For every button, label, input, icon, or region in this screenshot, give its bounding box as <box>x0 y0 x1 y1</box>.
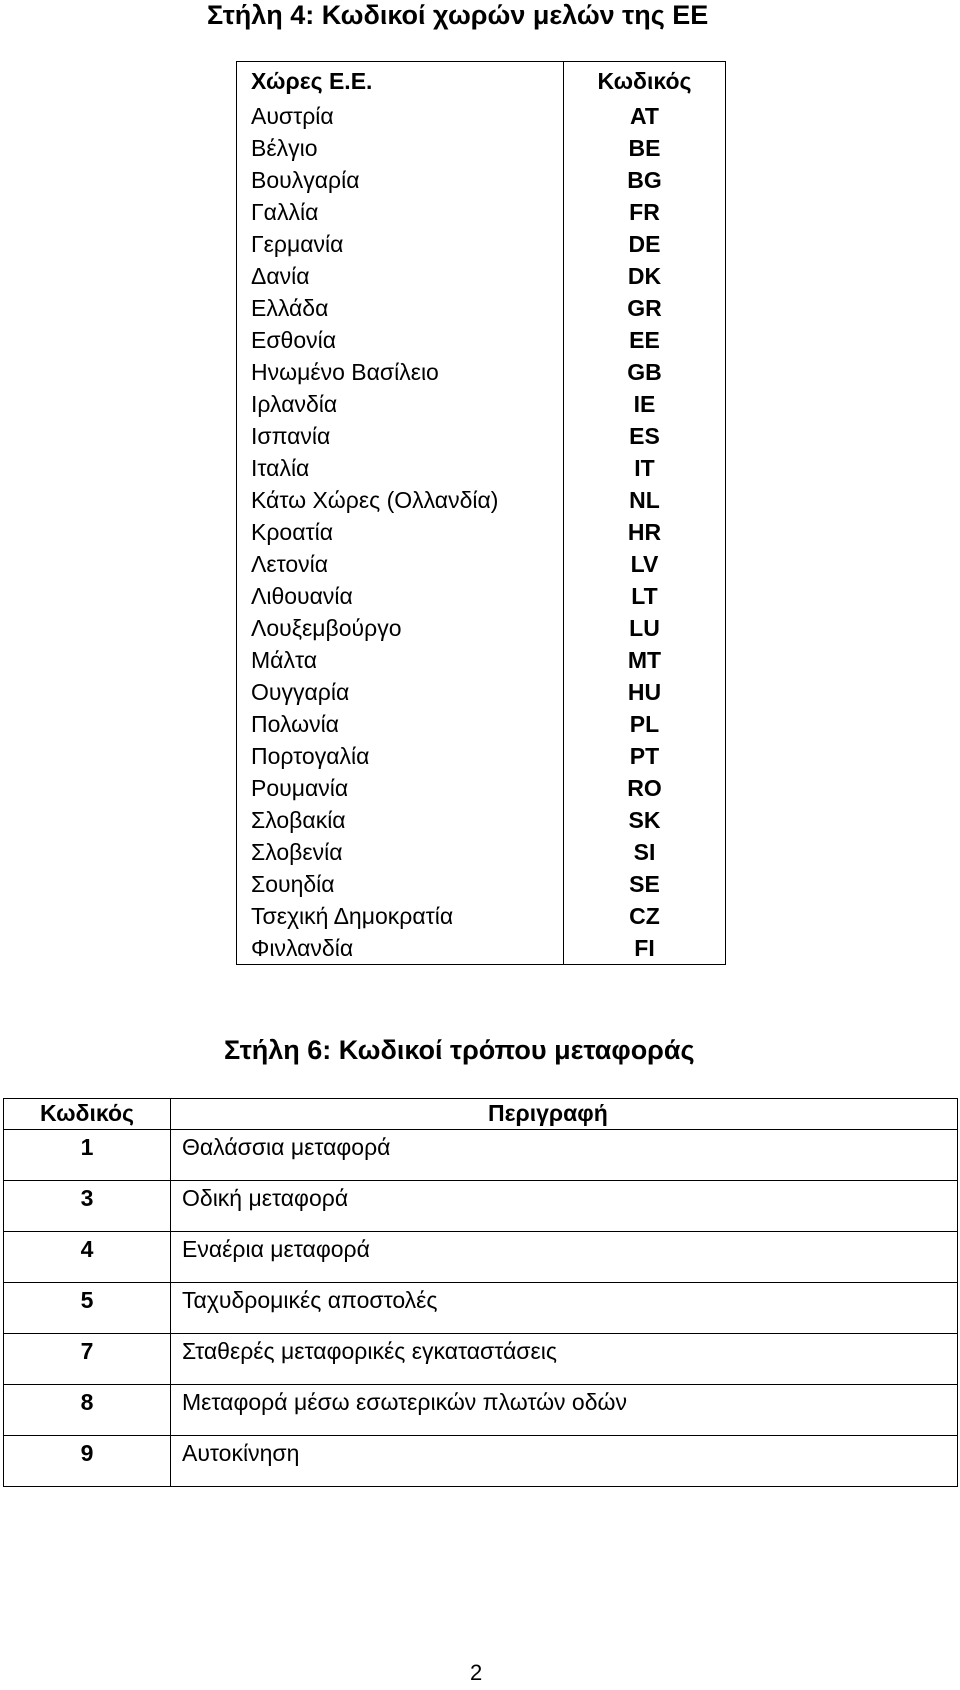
country-code-cell: IT <box>634 455 655 481</box>
table-row <box>237 836 726 868</box>
country-code-cell: SI <box>633 839 656 865</box>
table-row <box>237 420 726 452</box>
column-header-countries: Χώρες Ε.Ε. <box>237 62 564 101</box>
country-name-cell: Σουηδία <box>237 868 564 900</box>
country-name-cell: Λουξεμβούργο <box>237 612 564 644</box>
transport-description-cell: Μεταφορά μέσω εσωτερικών πλωτών οδών <box>171 1385 958 1436</box>
transport-description-cell: Θαλάσσια μεταφορά <box>171 1130 958 1181</box>
country-name-cell: Δανία <box>237 260 564 292</box>
country-name-cell: Πολωνία <box>237 708 564 740</box>
transport-codes-table <box>3 1098 958 1487</box>
table-row <box>237 868 726 900</box>
table-row <box>237 484 726 516</box>
country-code-cell: RO <box>627 775 662 801</box>
country-code-cell: IE <box>633 391 656 417</box>
transport-code-cell: 5 <box>4 1283 171 1334</box>
transport-description-cell: Σταθερές μεταφορικές εγκαταστάσεις <box>171 1334 958 1385</box>
country-name-cell: Ηνωμένο Βασίλειο <box>237 356 564 388</box>
country-code-cell: DE <box>628 231 661 257</box>
table-row <box>237 388 726 420</box>
page-number: 2 <box>470 1660 483 1685</box>
country-code-cell: NL <box>629 487 660 513</box>
country-code-cell: ES <box>629 423 660 449</box>
country-name-cell: Βουλγαρία <box>237 164 564 196</box>
table-row <box>237 900 726 932</box>
transport-code-cell: 8 <box>4 1385 171 1436</box>
table-row <box>237 548 726 580</box>
table-row <box>237 452 726 484</box>
country-name-cell: Γαλλία <box>237 196 564 228</box>
table-row <box>237 516 726 548</box>
country-name-cell: Φινλανδία <box>237 932 564 965</box>
country-codes-table <box>236 61 726 965</box>
table-row <box>237 772 726 804</box>
country-name-cell: Ιρλανδία <box>237 388 564 420</box>
table-row <box>237 708 726 740</box>
country-code-cell: HU <box>627 679 662 705</box>
country-code-cell: FR <box>629 199 660 225</box>
country-code-cell: HR <box>627 519 662 545</box>
country-name-cell: Πορτογαλία <box>237 740 564 772</box>
transport-code-cell: 1 <box>4 1130 171 1181</box>
country-code-cell: PL <box>629 711 660 737</box>
table-header-row <box>4 1099 958 1130</box>
country-code-cell: BE <box>628 135 661 161</box>
country-name-cell: Λιθουανία <box>237 580 564 612</box>
country-code-cell: PT <box>629 743 660 769</box>
table-row <box>4 1232 958 1283</box>
transport-code-cell: 4 <box>4 1232 171 1283</box>
country-code-cell: EE <box>629 327 660 353</box>
table-row <box>4 1334 958 1385</box>
country-code-cell: BG <box>627 167 662 193</box>
country-name-cell: Βέλγιο <box>237 132 564 164</box>
country-code-cell: FI <box>634 935 655 961</box>
country-name-cell: Λετονία <box>237 548 564 580</box>
table-row <box>237 100 726 132</box>
country-name-cell: Εσθονία <box>237 324 564 356</box>
table-row <box>4 1283 958 1334</box>
table-row <box>237 356 726 388</box>
country-name-cell: Ρουμανία <box>237 772 564 804</box>
table-row <box>237 676 726 708</box>
transport-code-cell: 9 <box>4 1436 171 1487</box>
transport-rows <box>4 1130 958 1487</box>
country-code-cell: MT <box>627 647 662 673</box>
country-name-cell: Γερμανία <box>237 228 564 260</box>
country-name-cell: Ιταλία <box>237 452 564 484</box>
column-header-code: Κωδικός <box>4 1099 171 1130</box>
table-row <box>237 132 726 164</box>
countries-heading: Στήλη 4: Κωδικοί χωρών μελών της ΕΕ <box>207 0 709 30</box>
country-name-cell: Σλοβακία <box>237 804 564 836</box>
country-name-cell: Ισπανία <box>237 420 564 452</box>
table-row <box>237 612 726 644</box>
country-code-cell: LU <box>629 615 660 641</box>
country-code-cell: GB <box>627 359 662 385</box>
country-code-cell: SK <box>628 807 661 833</box>
country-name-cell: Ουγγαρία <box>237 676 564 708</box>
transport-code-cell: 7 <box>4 1334 171 1385</box>
transport-code-cell: 3 <box>4 1181 171 1232</box>
country-name-cell: Μάλτα <box>237 644 564 676</box>
country-name-cell: Ελλάδα <box>237 292 564 324</box>
country-code-cell: DK <box>627 263 662 289</box>
column-header-description: Περιγραφή <box>171 1099 958 1130</box>
transport-description-cell: Εναέρια μεταφορά <box>171 1232 958 1283</box>
table-row <box>237 164 726 196</box>
transport-description-cell: Αυτοκίνηση <box>171 1436 958 1487</box>
transport-heading: Στήλη 6: Κωδικοί τρόπου μεταφοράς <box>224 1035 695 1065</box>
country-name-cell: Κροατία <box>237 516 564 548</box>
table-row <box>237 644 726 676</box>
country-name-cell: Αυστρία <box>237 100 564 132</box>
table-row <box>237 740 726 772</box>
table-row <box>237 260 726 292</box>
table-row <box>237 804 726 836</box>
country-code-cell: LV <box>630 551 659 577</box>
table-row <box>4 1436 958 1487</box>
country-code-cell: AT <box>630 103 659 129</box>
column-header-code: Κωδικός <box>597 68 692 94</box>
table-row <box>237 324 726 356</box>
transport-description-cell: Ταχυδρομικές αποστολές <box>171 1283 958 1334</box>
table-row <box>237 580 726 612</box>
country-code-cell: GR <box>627 295 662 321</box>
country-rows <box>237 100 726 965</box>
country-code-cell: SE <box>629 871 660 897</box>
country-code-cell: CZ <box>629 903 660 929</box>
country-name-cell: Τσεχική Δημοκρατία <box>237 900 564 932</box>
table-row <box>4 1385 958 1436</box>
table-header-row <box>237 62 726 101</box>
table-row <box>237 932 726 965</box>
transport-description-cell: Οδική μεταφορά <box>171 1181 958 1232</box>
table-row <box>237 292 726 324</box>
table-row <box>4 1181 958 1232</box>
country-code-cell: LT <box>631 583 658 609</box>
table-row <box>237 228 726 260</box>
country-name-cell: Σλοβενία <box>237 836 564 868</box>
table-row <box>237 196 726 228</box>
country-name-cell: Κάτω Χώρες (Ολλανδία) <box>237 484 564 516</box>
table-row <box>4 1130 958 1181</box>
